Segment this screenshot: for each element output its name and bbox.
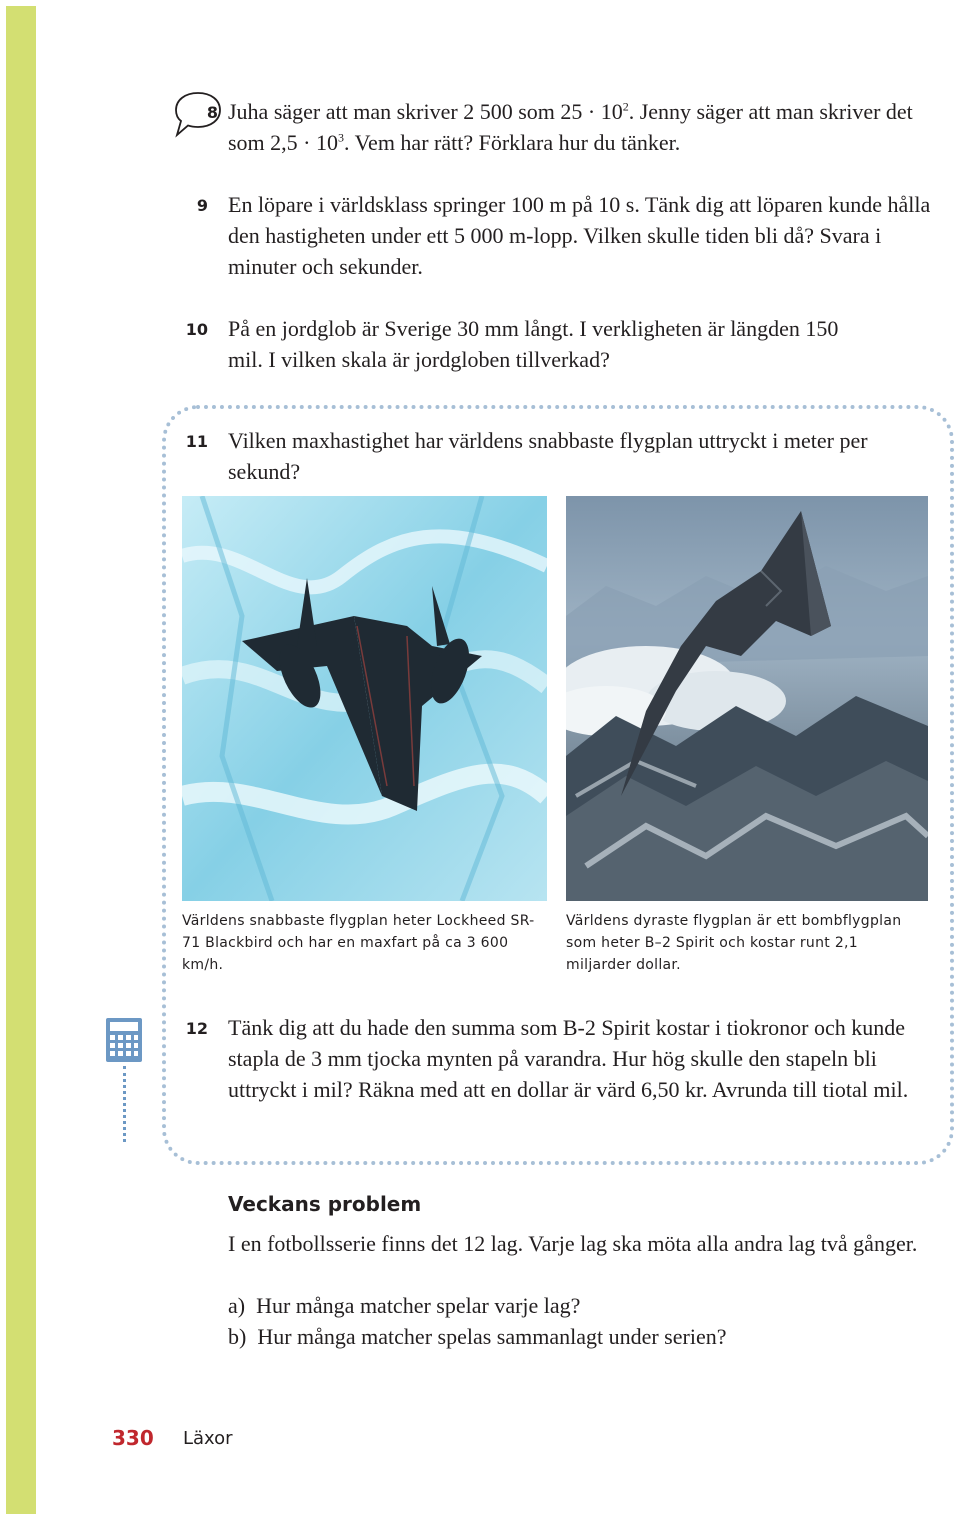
question-9-text: En löpare i världsklass springer 100 m på 10 s. Tänk dig att löparen kunde hålla den hastigheten under ett 5 000 m-lopp. Vilken skulle tiden bli då? Svara i minuter och sekunder. [228, 192, 931, 279]
exponent: 3 [338, 130, 344, 145]
section-name: Läxor [183, 1428, 233, 1449]
question-10-number: 10 [185, 320, 208, 339]
sr71-caption: Världens snabbaste flygplan heter Lockheed SR-71 Blackbird och har en maxfart på ca 3 600 km/h. [182, 913, 535, 973]
question-12-text: Tänk dig att du hade den summa som B-2 Spirit kostar i tiokronor och kunde stapla de 3 mm tjocka mynten på varandra. Hur hög skulle den stapeln bli uttryckt i mil? Räkna med att en dollar är värd 6,50 kr. Avrunda till tiotal mil. [228, 1015, 909, 1102]
b2-caption: Världens dyraste flygplan är ett bombflygplan som heter B–2 Spirit och kostar runt 2,1 miljarder dollar. [566, 913, 902, 973]
question-12-number: 12 [185, 1019, 208, 1038]
exponent: 2 [622, 99, 629, 114]
question-8-number: 8 [206, 103, 218, 122]
question-8-text-part: . Jenny säger att man skriver det som 2,5 · 10 [228, 99, 913, 155]
sr71-photo [182, 496, 547, 901]
question-8-text [228, 96, 933, 158]
question-10-text: På en jordglob är Sverige 30 mm långt. I verkligheten är längden 150 mil. I vilken skala är jordgloben tillverkad? [228, 316, 839, 372]
calculator-icon [106, 1018, 142, 1062]
weekly-problem-a: a) Hur många matcher spelar varje lag? [228, 1293, 581, 1318]
question-11-text: Vilken maxhastighet har världens snabbaste flygplan uttryckt i meter per sekund? [228, 428, 868, 484]
question-9-number: 9 [196, 196, 208, 215]
b2-spirit-photo [566, 496, 928, 901]
page-number: 330 [112, 1426, 154, 1450]
side-color-bar [6, 6, 36, 1514]
weekly-problem-b: b) Hur många matcher spelas sammanlagt under serien? [228, 1324, 727, 1349]
calculator-dotted-line [123, 1066, 126, 1142]
weekly-problem-title: Veckans problem [228, 1192, 422, 1216]
question-11-number: 11 [185, 432, 208, 451]
question-8-text-part: . Vem har rätt? Förklara hur du tänker. [344, 130, 681, 155]
weekly-problem-intro: I en fotbollsserie finns det 12 lag. Varje lag ska möta alla andra lag två gånger. [228, 1231, 918, 1256]
question-8-text-part: Juha säger att man skriver 2 500 som 25 · 10 [228, 99, 623, 124]
